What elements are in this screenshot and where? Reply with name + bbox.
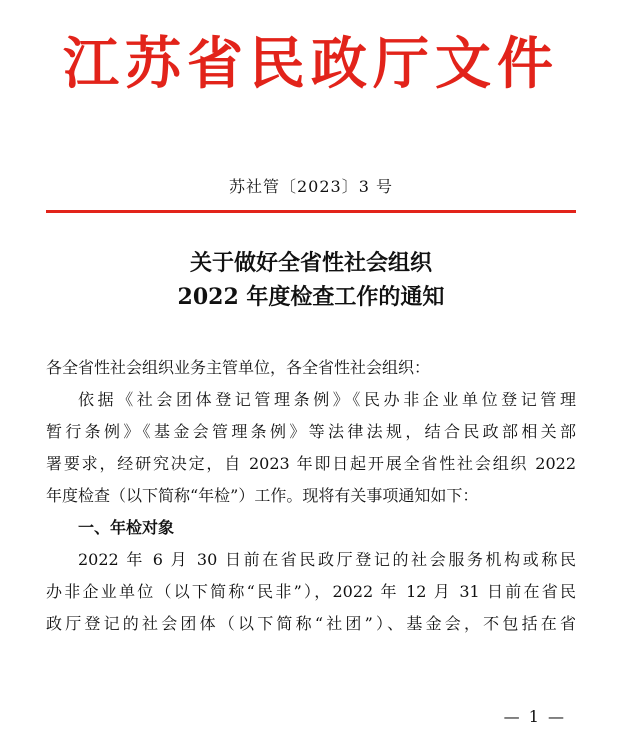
notice-title-line-1: 关于做好全省性社会组织 xyxy=(189,250,432,276)
paragraph-1-line-2: 暂行条例》《基金会管理条例》等法律法规，结合民政部相关部 xyxy=(46,422,576,441)
paragraph-1-line-3: 署要求，经研究决定，自 2023 年即日起开展全省性社会组织 2022 xyxy=(46,454,576,473)
paragraph-1-line-4: 年度检查（以下简称“年检”）工作。现将有关事项通知如下： xyxy=(46,486,479,505)
document-number: 苏社管〔2023〕3 号 xyxy=(229,177,393,196)
section-heading-annual-inspection-targets: 一、年检对象 xyxy=(78,518,175,537)
red-divider-line xyxy=(46,210,576,213)
salutation: 各全省性社会组织业务主管单位，各全省性社会组织： xyxy=(46,358,431,377)
document-header-title: 江苏省民政厅文件 xyxy=(63,31,559,97)
page-number: — 1 — xyxy=(503,707,566,726)
paragraph-2-line-3: 政厅登记的社会团体（以下简称“社团”）、基金会，不包括在省 xyxy=(46,614,576,633)
notice-title xyxy=(0,246,622,314)
paragraph-2-line-2: 办非企业单位（以下简称“民非”），2022 年 12 月 31 日前在省民 xyxy=(46,582,576,601)
notice-title-line-2: 2022 年度检查工作的通知 xyxy=(177,284,445,310)
paragraph-2-line-1: 2022 年 6 月 30 日前在省民政厅登记的社会服务机构或称民 xyxy=(78,550,576,569)
paragraph-1-line-1: 依据《社会团体登记管理条例》《民办非企业单位登记管理 xyxy=(78,390,576,409)
notice-body xyxy=(46,352,576,640)
